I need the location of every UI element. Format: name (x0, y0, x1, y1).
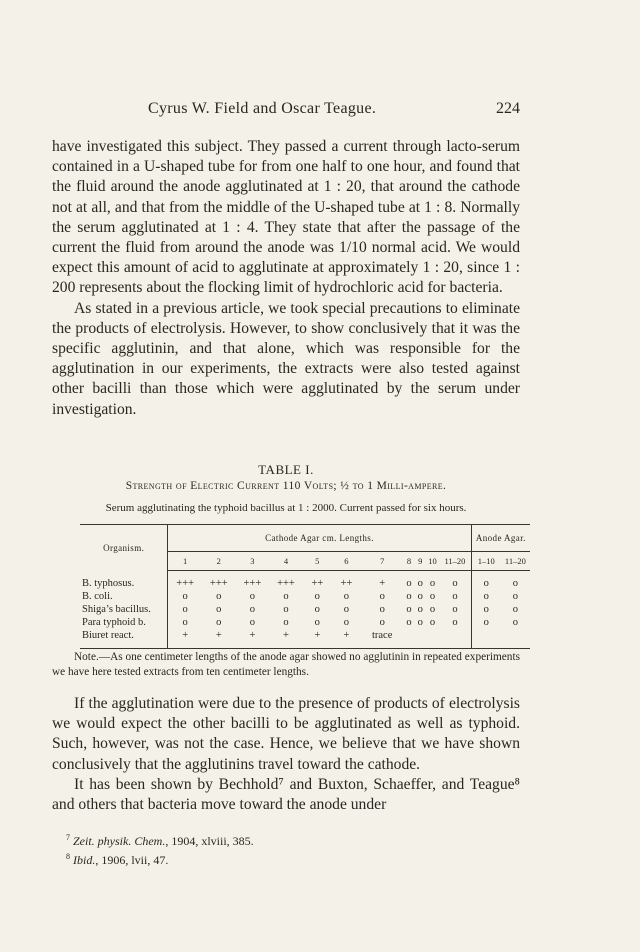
table-cell: o (512, 617, 519, 628)
footnote-rest: , 1906, lvii, 47. (95, 853, 169, 867)
body-text-bottom (52, 694, 520, 815)
column-header: 7 (361, 552, 404, 571)
table-cell: o (429, 591, 436, 602)
table-cell: o (417, 617, 423, 628)
running-header-title: Cyrus W. Field and Oscar Teague. (148, 100, 377, 117)
table-cell: o (182, 617, 188, 628)
table-cell: o (379, 591, 385, 602)
table-row (80, 577, 530, 590)
table-cell: o (314, 617, 320, 628)
table-cell: o (216, 617, 222, 628)
footnote (66, 849, 254, 868)
footnote (66, 830, 254, 849)
organism-name: B. coli. (80, 590, 168, 603)
table-cell: o (439, 603, 471, 616)
table-cell: + (249, 630, 256, 641)
table-cell: +++ (176, 578, 195, 589)
table-cell: +++ (243, 578, 262, 589)
footnotes (66, 830, 254, 868)
table-subtitle: Strength of Electric Current 110 Volts; ½ to 1 Milli-ampere. (125, 480, 447, 492)
organism-name: Para typhoid b. (80, 616, 168, 629)
organism-name: Biuret react. (80, 629, 168, 642)
table-cell: o (249, 617, 255, 628)
cathode-header: Cathode Agar cm. Lengths. (168, 525, 471, 552)
column-header: 2 (202, 552, 236, 571)
table-title: TABLE I. (258, 462, 314, 477)
table-cell: o (429, 578, 436, 589)
column-header: 1 (168, 552, 202, 571)
table-cell: + (343, 630, 350, 641)
table-cell: o (406, 578, 412, 589)
table-cell (439, 629, 471, 642)
table-cell: o (483, 578, 489, 589)
table-cell: ++ (340, 578, 353, 589)
column-header: 9 (415, 552, 426, 571)
table-row (80, 616, 530, 629)
footnote-rest: , 1904, xlviii, 385. (165, 834, 254, 848)
table-cell: + (314, 630, 321, 641)
table-cell: ++ (311, 578, 324, 589)
column-header: 10 (426, 552, 439, 571)
table-cell: o (182, 591, 188, 602)
footnote-mark: 7 (66, 833, 70, 842)
column-header: 3 (236, 552, 270, 571)
table-cell: o (283, 617, 289, 628)
results-table (80, 524, 530, 649)
table-cell: o (314, 591, 320, 602)
column-header: 5 (303, 552, 332, 571)
organism-name: Shiga’s bacillus. (80, 603, 168, 616)
anode-header: Anode Agar. (475, 533, 526, 543)
organism-header: Organism. (80, 525, 168, 571)
table-cell: o (182, 604, 188, 615)
table-cell (403, 629, 414, 642)
organism-name: B. typhosus. (80, 577, 168, 590)
table-row (80, 629, 530, 642)
table-cell: o (429, 604, 436, 615)
table-cell: o (216, 591, 222, 602)
table-cell: o (439, 590, 471, 603)
table-cell: o (512, 591, 519, 602)
column-header: 6 (332, 552, 361, 571)
table-cell: o (483, 617, 489, 628)
table-cell: o (483, 591, 489, 602)
table-cell: o (343, 617, 349, 628)
table-cell: o (406, 617, 412, 628)
table-cell (471, 629, 501, 642)
table-caption: Serum agglutinating the typhoid bacillus at 1 : 2000. Current passed for six hours. (105, 502, 467, 514)
running-header (50, 100, 520, 122)
footnote-source: Zeit. physik. Chem. (73, 834, 166, 848)
table-cell (426, 629, 439, 642)
column-header: 1–10 (471, 552, 501, 571)
table-cell: + (379, 578, 386, 589)
table-cell (415, 629, 426, 642)
column-header: 11–20 (501, 552, 530, 571)
table-cell: o (417, 604, 423, 615)
table-cell: o (343, 604, 349, 615)
column-header: 11–20 (439, 552, 471, 571)
table-cell: o (417, 591, 423, 602)
column-header: 4 (269, 552, 303, 571)
table-cell: + (215, 630, 222, 641)
table-cell: o (249, 591, 255, 602)
column-header: 8 (403, 552, 414, 571)
table-cell: trace (371, 630, 393, 641)
page-number: 224 (496, 100, 520, 117)
table-cell: o (216, 604, 222, 615)
paragraph: It has been shown by Bechhold⁷ and Buxton, Schaeffer, and Teague⁸ and others that bacteria move toward the anode under (52, 775, 520, 814)
footnote-source: Ibid. (73, 853, 96, 867)
table-cell: o (249, 604, 255, 615)
body-text-top (52, 137, 520, 420)
table-cell: o (283, 591, 289, 602)
paragraph: As stated in a previous article, we took special precautions to eliminate the products of electrolysis. However, to show conclusively that it was the specific agglutinin, and that alone, which was responsible for the agglutination in our experiments, the extracts were also tested against other bacilli than those which were agglutinated by the serum under investigation. (52, 299, 520, 418)
table-cell: o (512, 578, 519, 589)
table-row (80, 590, 530, 603)
table-cell: o (483, 604, 489, 615)
table-cell: o (429, 617, 436, 628)
paragraph: If the agglutination were due to the presence of products of electrolysis we would expect the other bacilli to be agglutinated as well as typhoid. Such, however, was not the case. Hence, we believe that we have shown conclusively that the agglutinins travel toward the cathode. (52, 695, 520, 773)
table-cell: +++ (277, 578, 295, 589)
table-row (80, 603, 530, 616)
table-cell: o (417, 578, 423, 589)
table-note (52, 650, 520, 680)
table-cell: o (379, 604, 385, 615)
footnote-mark: 8 (66, 852, 70, 861)
table-cell: o (406, 591, 412, 602)
table-cell: +++ (209, 578, 228, 589)
table-cell: o (314, 604, 320, 615)
table-cell: o (283, 604, 289, 615)
table-cell: o (512, 604, 519, 615)
table-cell: o (439, 616, 471, 629)
note-text: Note.—As one centimeter lengths of the anode agar showed no agglutinin in repeated experiments we have here tested extracts from ten centimeter lengths. (52, 651, 520, 678)
table-cell: o (406, 604, 412, 615)
table-cell: + (282, 630, 289, 641)
table-cell (501, 629, 530, 642)
paragraph: have investigated this subject. They passed a current through lacto-serum contained in a U-shaped tube for from one half to one hour, and found that the fluid around the anode agglutinated at 1 : 20, that around the cathode not at all, and that from the middle of the U-shaped tube at 1 : 8. Normally the serum agglutinated at 1 : 4. They state that after the passage of the current the fluid from around the anode was 1/10 normal acid. We would expect this amount of acid to agglutinate at approximately 1 : 20, since 1 : 200 represents about the flocking limit of hydrochloric acid for bacteria. (52, 138, 520, 297)
table-cell: o (379, 617, 385, 628)
table-cell: o (343, 591, 349, 602)
table-cell: o (439, 577, 471, 590)
table-cell: + (182, 630, 189, 641)
